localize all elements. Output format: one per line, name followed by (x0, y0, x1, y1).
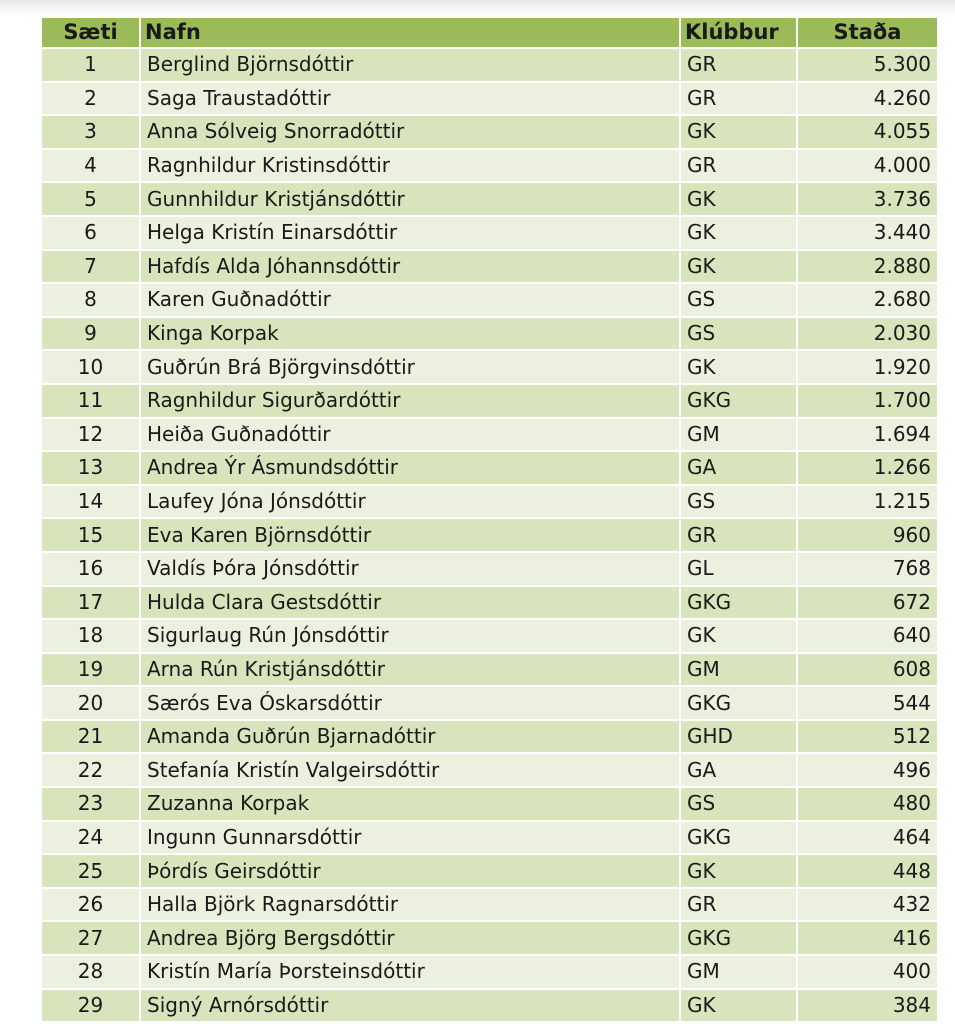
table-row (42, 419, 937, 451)
table-row (42, 116, 937, 148)
club-cell: GK (681, 251, 796, 283)
name-cell: Hulda Clara Gestsdóttir (141, 587, 679, 619)
rank-cell: 25 (42, 855, 139, 887)
club-cell: GS (681, 486, 796, 518)
club-cell: GK (681, 990, 796, 1022)
name-cell: Amanda Guðrún Bjarnadóttir (141, 721, 679, 753)
table-row (42, 889, 937, 921)
club-cell: GL (681, 553, 796, 585)
name-cell: Gunnhildur Kristjánsdóttir (141, 183, 679, 215)
rank-cell: 14 (42, 486, 139, 518)
rank-cell: 19 (42, 654, 139, 686)
table-row (42, 183, 937, 215)
table-row (42, 922, 937, 954)
name-cell: Kristín María Þorsteinsdóttir (141, 956, 679, 988)
points-cell: 432 (798, 889, 937, 921)
name-cell: Halla Björk Ragnarsdóttir (141, 889, 679, 921)
points-cell: 3.736 (798, 183, 937, 215)
club-cell: GR (681, 519, 796, 551)
points-cell: 1.694 (798, 419, 937, 451)
table-row (42, 788, 937, 820)
header-club: Klúbbur (681, 18, 796, 47)
name-cell: Berglind Björnsdóttir (141, 49, 679, 81)
table-row (42, 351, 937, 383)
table-row (42, 956, 937, 988)
points-cell: 4.000 (798, 150, 937, 182)
header-name: Nafn (141, 18, 679, 47)
table-row (42, 822, 937, 854)
club-cell: GR (681, 49, 796, 81)
standings-table (40, 16, 939, 1023)
rank-cell: 2 (42, 83, 139, 115)
name-cell: Zuzanna Korpak (141, 788, 679, 820)
club-cell: GA (681, 452, 796, 484)
rank-cell: 4 (42, 150, 139, 182)
club-cell: GM (681, 654, 796, 686)
club-cell: GK (681, 351, 796, 383)
name-cell: Anna Sólveig Snorradóttir (141, 116, 679, 148)
points-cell: 1.700 (798, 385, 937, 417)
page-top-shadow (0, 0, 955, 14)
name-cell: Sigurlaug Rún Jónsdóttir (141, 620, 679, 652)
club-cell: GKG (681, 922, 796, 954)
points-cell: 464 (798, 822, 937, 854)
rank-cell: 15 (42, 519, 139, 551)
club-cell: GK (681, 183, 796, 215)
header-rank: Sæti (42, 18, 139, 47)
name-cell: Ingunn Gunnarsdóttir (141, 822, 679, 854)
rank-cell: 7 (42, 251, 139, 283)
name-cell: Hafdís Alda Jóhannsdóttir (141, 251, 679, 283)
name-cell: Andrea Björg Bergsdóttir (141, 922, 679, 954)
rank-cell: 23 (42, 788, 139, 820)
rank-cell: 26 (42, 889, 139, 921)
table-row (42, 721, 937, 753)
points-cell: 640 (798, 620, 937, 652)
table-row (42, 49, 937, 81)
rank-cell: 24 (42, 822, 139, 854)
club-cell: GHD (681, 721, 796, 753)
points-cell: 5.300 (798, 49, 937, 81)
table-row (42, 284, 937, 316)
table-row (42, 486, 937, 518)
table-row (42, 217, 937, 249)
table-row (42, 385, 937, 417)
club-cell: GR (681, 889, 796, 921)
rank-cell: 8 (42, 284, 139, 316)
rank-cell: 11 (42, 385, 139, 417)
rank-cell: 3 (42, 116, 139, 148)
club-cell: GS (681, 284, 796, 316)
rank-cell: 21 (42, 721, 139, 753)
table-row (42, 620, 937, 652)
rank-cell: 13 (42, 452, 139, 484)
name-cell: Karen Guðnadóttir (141, 284, 679, 316)
club-cell: GKG (681, 687, 796, 719)
name-cell: Guðrún Brá Björgvinsdóttir (141, 351, 679, 383)
club-cell: GKG (681, 587, 796, 619)
name-cell: Stefanía Kristín Valgeirsdóttir (141, 754, 679, 786)
points-cell: 960 (798, 519, 937, 551)
points-cell: 496 (798, 754, 937, 786)
club-cell: GK (681, 116, 796, 148)
name-cell: Andrea Ýr Ásmundsdóttir (141, 452, 679, 484)
table-row (42, 150, 937, 182)
rank-cell: 29 (42, 990, 139, 1022)
club-cell: GR (681, 83, 796, 115)
rank-cell: 16 (42, 553, 139, 585)
points-cell: 384 (798, 990, 937, 1022)
name-cell: Arna Rún Kristjánsdóttir (141, 654, 679, 686)
table-row (42, 519, 937, 551)
club-cell: GA (681, 754, 796, 786)
name-cell: Valdís Þóra Jónsdóttir (141, 553, 679, 585)
name-cell: Kinga Korpak (141, 318, 679, 350)
club-cell: GM (681, 419, 796, 451)
points-cell: 2.680 (798, 284, 937, 316)
rank-cell: 1 (42, 49, 139, 81)
name-cell: Helga Kristín Einarsdóttir (141, 217, 679, 249)
table-row (42, 553, 937, 585)
table-row (42, 452, 937, 484)
points-cell: 4.055 (798, 116, 937, 148)
rank-cell: 17 (42, 587, 139, 619)
table-body (42, 49, 937, 1021)
points-cell: 1.920 (798, 351, 937, 383)
rank-cell: 9 (42, 318, 139, 350)
points-cell: 2.880 (798, 251, 937, 283)
rank-cell: 27 (42, 922, 139, 954)
rank-cell: 28 (42, 956, 139, 988)
table-row (42, 687, 937, 719)
points-cell: 768 (798, 553, 937, 585)
points-cell: 4.260 (798, 83, 937, 115)
club-cell: GK (681, 855, 796, 887)
table-row (42, 83, 937, 115)
name-cell: Ragnhildur Sigurðardóttir (141, 385, 679, 417)
points-cell: 544 (798, 687, 937, 719)
club-cell: GR (681, 150, 796, 182)
header-row (42, 18, 937, 47)
points-cell: 2.030 (798, 318, 937, 350)
name-cell: Saga Traustadóttir (141, 83, 679, 115)
club-cell: GK (681, 620, 796, 652)
rank-cell: 22 (42, 754, 139, 786)
name-cell: Signý Arnórsdóttir (141, 990, 679, 1022)
club-cell: GKG (681, 385, 796, 417)
rank-cell: 5 (42, 183, 139, 215)
name-cell: Eva Karen Björnsdóttir (141, 519, 679, 551)
points-cell: 672 (798, 587, 937, 619)
club-cell: GS (681, 318, 796, 350)
points-cell: 1.266 (798, 452, 937, 484)
club-cell: GKG (681, 822, 796, 854)
club-cell: GS (681, 788, 796, 820)
table-row (42, 855, 937, 887)
table-row (42, 318, 937, 350)
points-cell: 512 (798, 721, 937, 753)
points-cell: 1.215 (798, 486, 937, 518)
table-row (42, 251, 937, 283)
name-cell: Særós Eva Óskarsdóttir (141, 687, 679, 719)
name-cell: Laufey Jóna Jónsdóttir (141, 486, 679, 518)
rank-cell: 10 (42, 351, 139, 383)
rank-cell: 12 (42, 419, 139, 451)
points-cell: 400 (798, 956, 937, 988)
table-row (42, 754, 937, 786)
table-header (42, 18, 937, 47)
points-cell: 448 (798, 855, 937, 887)
rank-cell: 6 (42, 217, 139, 249)
points-cell: 416 (798, 922, 937, 954)
table-row (42, 654, 937, 686)
rank-cell: 18 (42, 620, 139, 652)
club-cell: GK (681, 217, 796, 249)
rank-cell: 20 (42, 687, 139, 719)
name-cell: Ragnhildur Kristinsdóttir (141, 150, 679, 182)
table-row (42, 587, 937, 619)
table-row (42, 990, 937, 1022)
points-cell: 3.440 (798, 217, 937, 249)
name-cell: Þórdís Geirsdóttir (141, 855, 679, 887)
club-cell: GM (681, 956, 796, 988)
name-cell: Heiða Guðnadóttir (141, 419, 679, 451)
points-cell: 608 (798, 654, 937, 686)
points-cell: 480 (798, 788, 937, 820)
header-points: Staða (798, 18, 937, 47)
